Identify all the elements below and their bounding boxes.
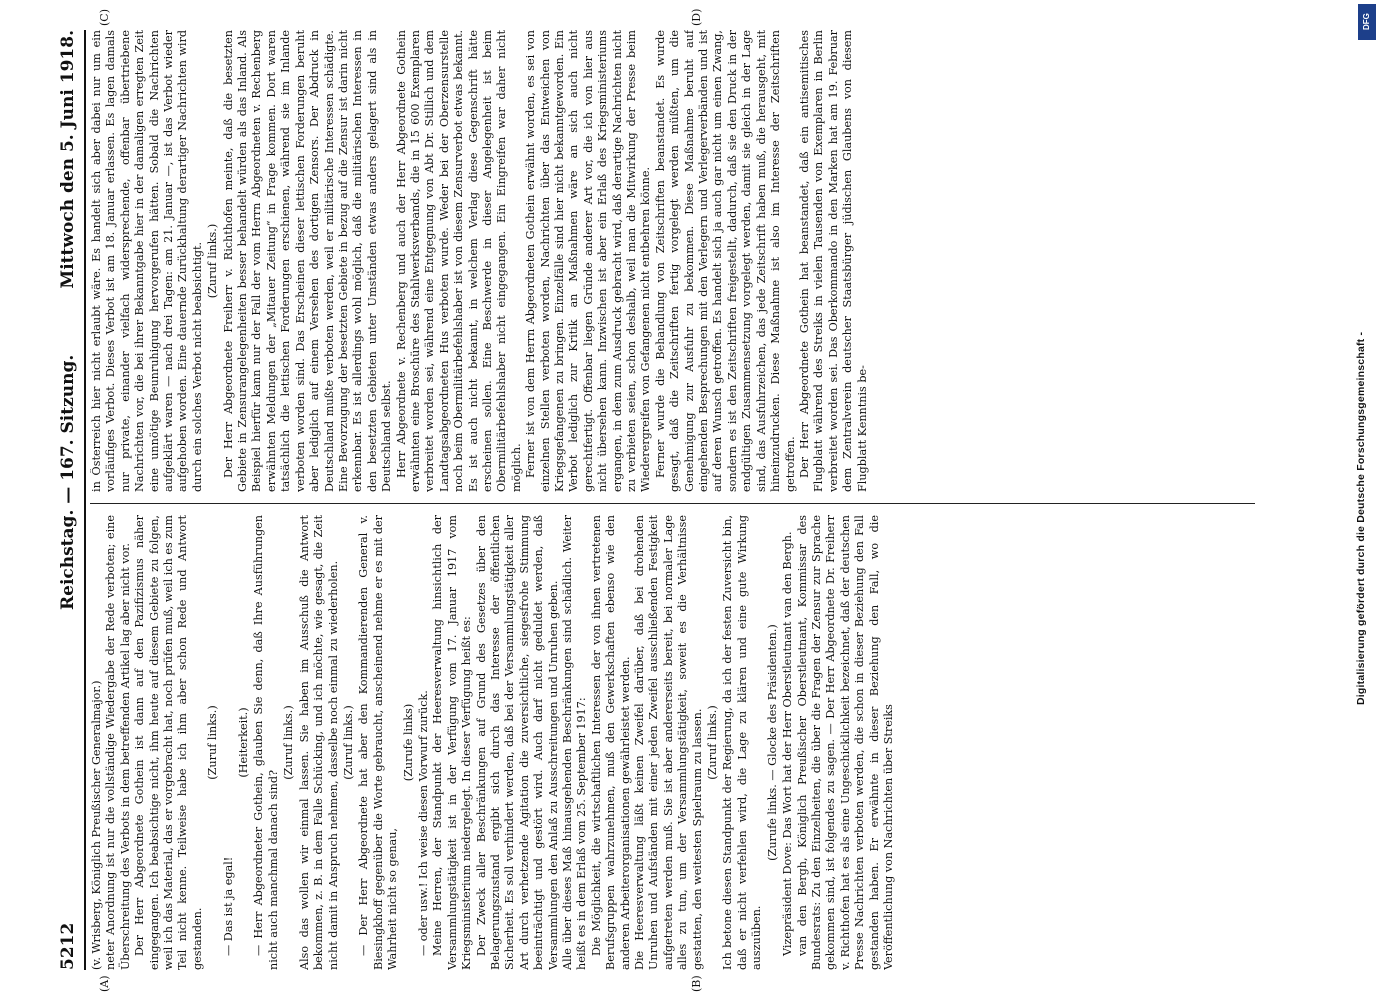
page-body: [50, 8, 1260, 992]
col1-paragraph: van den Bergh, Königlich Preußischer Oberstleutnant, Kommissar des Bundesrats: Zu den Einzelheiten, die über die Fragen der Zensur zur Sprache gekommen sind, ist folgendes zu sagen. — Der Herr Abgeordnete Dr. Freiherr v. Richthofen hat es als eine Ungeschicklichkeit bezeichnet, daß der deutschen Presse Nachrichten verboten werden, die schon in dieser Beziehung den Fall gestanden haben. Er erwähnte in dieser Beziehung den Fall, wo die Veröffentlichung von Nachrichten über Streiks: [795, 515, 895, 970]
col1-paragraph: (Zuruf links.): [341, 705, 355, 780]
col1-paragraph: (Zurufe links. — Glocke des Präsidenten.): [765, 624, 779, 861]
col1-paragraph: (Zuruf links.): [206, 705, 220, 780]
margin-marker-a: (A): [98, 975, 111, 992]
dfg-logo: DFG: [1358, 4, 1376, 40]
col1-paragraph: (Heiterkeit.): [237, 707, 251, 778]
col1-paragraph: Vizepräsident Dove: Das Wort hat der Herr Oberstleutnant van den Bergh.: [781, 531, 795, 956]
margin-marker-c: (C): [98, 9, 111, 26]
margin-marker-b: (B): [690, 975, 703, 992]
col2-paragraph: Der Herr Abgeordnete Gothein hat beanstandet, daß ein antisemitisches Flugblatt während des Streiks in vielen Tausenden von Exemplaren in Berlin verbreitet worden sei. Das Oberkommando in den Marken hat am 19. Februar dem Zentralverein deutscher Staatsbürger jüdischen Glaubens von diesem Flugblatt Kenntnis be-: [797, 30, 869, 492]
col1-paragraph: (Zuruf links.): [282, 705, 296, 780]
col1-paragraph: Die Möglichkeit, die wirtschaftlichen Interessen der von ihnen vertretenen Berufsgruppen wahrzunehmen, muß den Gewerkschaften ebenso wie den anderen Arbeiterorganisationen gewährleistet werden.: [589, 515, 632, 970]
col2-paragraph: Herr Abgeordnete v. Rechenberg und auch der Herr Abgeordnete Gothein erwähnten eine Broschüre des Stahlwerksverbands, die in 15 600 Exemplaren verbreitet worden sei, während eine Entgegnung von Abt Dr. Stillich und dem Landtagsabgeordneten Hus verboten wurde. Weder bei der Oberzensurstelle noch beim Obermilitärbefehlshaber ist von diesem Zensurverbot etwas bekannt. Es ist auch nicht bekannt, in welchem Verlag diese Gegenschrift hätte erscheinen sollen. Eine Beschwerde in dieser Angelegenheit ist beim Obermilitärbefehlshaber nicht eingegangen. Ein Eingreifen war daher nicht möglich.: [394, 30, 523, 492]
column-divider: [90, 503, 1255, 504]
margin-marker-d: (D): [690, 8, 703, 26]
col1-paragraph: — Das ist ja egal!: [221, 856, 235, 956]
column-right: [90, 30, 1255, 492]
col1-paragraph: (v. Wrisberg, Königlich Preußischer Generalmajor.): [90, 680, 103, 970]
col2-paragraph: in Österreich hier nicht erlaubt wäre. Es handelt sich aber dabei nur um ein vorläufiges Verbot. Dieses Verbot ist am 18. Januar erlassen. Es lagen damals nur private, einander vielfach widersprechende, offenbar übertriebene Nachrichten vor, die bei ihrer Bekanntgabe hier in der damaligen erregten Zeit eine unnötige Beunruhigung hervorgerufen hätten. Sobald die Nachrichten aufgeklärt waren — nach drei Tagen: am 21. Januar —, ist das Verbot wieder aufgehoben worden. Eine dauernde Zurückhaltung derartiger Nachrichten wird durch ein solches Verbot nicht beabsichtigt.: [90, 30, 204, 492]
column-left: [90, 515, 1255, 970]
col1-paragraph: Alle über dieses Maß hinausgehenden Beschränkungen sind schädlich. Weiter heißt es in dem Erlaß vom 25. September 1917:: [561, 515, 589, 970]
col1-paragraph: Also das wollen wir einmal lassen. Sie haben im Ausschuß die Antwort bekommen, z. B. in dem Falle Schücking, und ich möchte, wie gesagt, die Zeit nicht damit in Anspruch nehmen, dasselbe noch einmal zu wiederholen.: [297, 515, 340, 970]
col1-paragraph: — oder usw.! Ich weise diesen Vorwurf zurück.: [416, 690, 430, 956]
session-date: Mittwoch den 5. Juni 1918.: [58, 30, 78, 289]
col2-paragraph: (Zuruf links.): [206, 223, 220, 299]
col1-paragraph: — Herr Abgeordneter Gothein, glauben Sie denn, daß Ihre Ausführungen nicht auch manchmal danach sind?: [252, 515, 280, 970]
col1-paragraph: (Zurufe links): [401, 703, 415, 782]
col1-paragraph: Ich betone diesen Standpunkt der Regierung, da ich der festen Zuversicht bin, daß er nicht verfehlen wird, die Lage zu klären und eine gute Wirkung auszuüben.: [721, 515, 764, 970]
col1-paragraph: Meine Herren, der Standpunkt der Heeresverwaltung hinsichtlich der Versammlungstätigkeit ist in der Verfügung vom 17. Januar 1917 vom Kriegsministerium niedergelegt. In dieser Verfügung heißt es:: [431, 515, 474, 970]
col2-paragraph: Ferner wurde die Behandlung von Zeitschriften beanstandet. Es wurde gesagt, daß die Zeitschriften fertig vorgelegt werden müßten, um die Genehmigung zur Ausfuhr zu bekommen. Diese Maßnahme beruht auf eingehenden Besprechungen mit den Verlegern und Verlegerverbänden und ist auf deren Wunsch getroffen. Es handelt sich ja auch gar nicht um einen Zwang, sondern es ist den Zeitschriften freigestellt, dadurch, daß sie den Druck in der endgültigen Zusammensetzung vorgelegt werden, damit sie gleich in der Lage sind, das Ausfuhrzeichen, das jede Zeitschrift haben muß, die herausgeht, mit hineinzudrucken. Diese Maßnahme ist also im Interesse der Zeitschriften getroffen.: [653, 30, 797, 492]
col2-paragraph: Der Herr Abgeordnete Freiherr v. Richthofen meinte, daß die besetzten Gebiete in Zensurangelegenheiten besser behandelt würden als das Inland. Als Beispiel hierfür kann nur der Fall der vom Herrn Abgeordneten v. Rechenberg erwähnten Meldungen der „Mitauer Zeitung“ in Frage kommen. Dort waren tatsächlich die lettischen Forderungen erschienen, während sie im Inlande verboten worden sind. Das Erscheinen dieser lettischen Forderungen beruht aber lediglich auf einem Versehen des dortigen Zensors. Der Abdruck in Deutschland mußte verboten werden, weil er militärische Interessen schädigte. Eine Bevorzugung der besetzten Gebiete in bezug auf die Zensur ist darin nicht erkennbar. Es ist allerdings wohl möglich, daß die militärischen Interessen in den besetzten Gebieten unter Umständen etwas anders gelagert sind als in Deutschland selbst.: [221, 30, 394, 492]
col1-paragraph: neter Anordnung ist nur die vollständige Wiedergabe der Rede verboten; eine Überschreitung des Verbots in dem betreffenden Artikel lag aber nicht vor.: [104, 515, 132, 970]
col1-paragraph: (Zuruf links.): [706, 705, 720, 780]
page-number: 5212: [58, 922, 78, 970]
col2-paragraph: Ferner ist von dem Herrn Abgeordneten Gothein erwähnt worden, es sei von einzelnen Stellen verboten worden, Nachrichten über das Entweichen von Kriegsgefangenen zu bringen. Einzelfälle sind hier nicht bekanntgeworden. Ein Verbot lediglich zur Kritik an Maßnahmen wäre an sich auch nicht gerechtfertigt. Offenbar liegen Gründe anderer Art vor, die ich von hier aus nicht übersehen kann. Inzwischen ist aber ein Erlaß des Kriegsministeriums ergangen, in dem zum Ausdruck gebracht wird, daß derartige Nachrichten nicht zu verbieten seien, schon deshalb, weil man die Mitwirkung der Presse beim Wiederergreifen von Gefangenen nicht entbehren könne.: [524, 30, 653, 492]
page-header: [50, 30, 86, 970]
col1-paragraph: Der Herr Abgeordnete Gothein ist dann auf den Pazifizismus näher eingegangen. Ich beabsichtige nicht, ihm heute auf diesem Gebiete zu folgen, weil ich das Material, das er vorgebracht hat, noch prüfen muß, weil ich es zum Teil nicht kenne. Teilweise habe ich ihm aber schon Rede und Antwort gestanden.: [133, 515, 204, 970]
publication-title: Reichstag. — 167. Sitzung.: [58, 354, 78, 610]
digitization-credit: Digitalisierung gefördert durch die Deutsche Forschungsgemeinschaft -: [1355, 331, 1367, 705]
col1-paragraph: — Der Herr Abgeordnete hat aber den Kommandierenden General v. Biesingkhoff gegenüber die Worte gebraucht, anscheinend nehme er es mit der Wahrheit nicht so genau,: [357, 515, 400, 970]
col1-paragraph: Der Zweck aller Beschränkungen auf Grund des Gesetzes über den Belagerungszustand ergibt sich durch das Interesse der öffentlichen Sicherheit. Es soll verhindert werden, daß bei der Versammlungstätigkeit aller Art durch verhetzende Agitation die zuversichtliche, siegesfrohe Stimmung beeinträchtigt und gestört wird. Auch darf nicht geduldet werden, daß Versammlungen den Anlaß zu Ausschreitungen und Unruhen geben.: [474, 515, 560, 970]
col1-paragraph: Die Heeresverwaltung läßt keinen Zweifel darüber, daß bei drohenden Unruhen und Aufständen mit einer jeden Zweifel ausschließenden Festigkeit aufgetreten werden muß. Sie ist aber andererseits bereit, bei normaler Lage alles zu tun, um der Versammlungstätigkeit, soweit es die Verhältnisse gestatten, den weitesten Spielraum zu lassen.: [633, 515, 704, 970]
